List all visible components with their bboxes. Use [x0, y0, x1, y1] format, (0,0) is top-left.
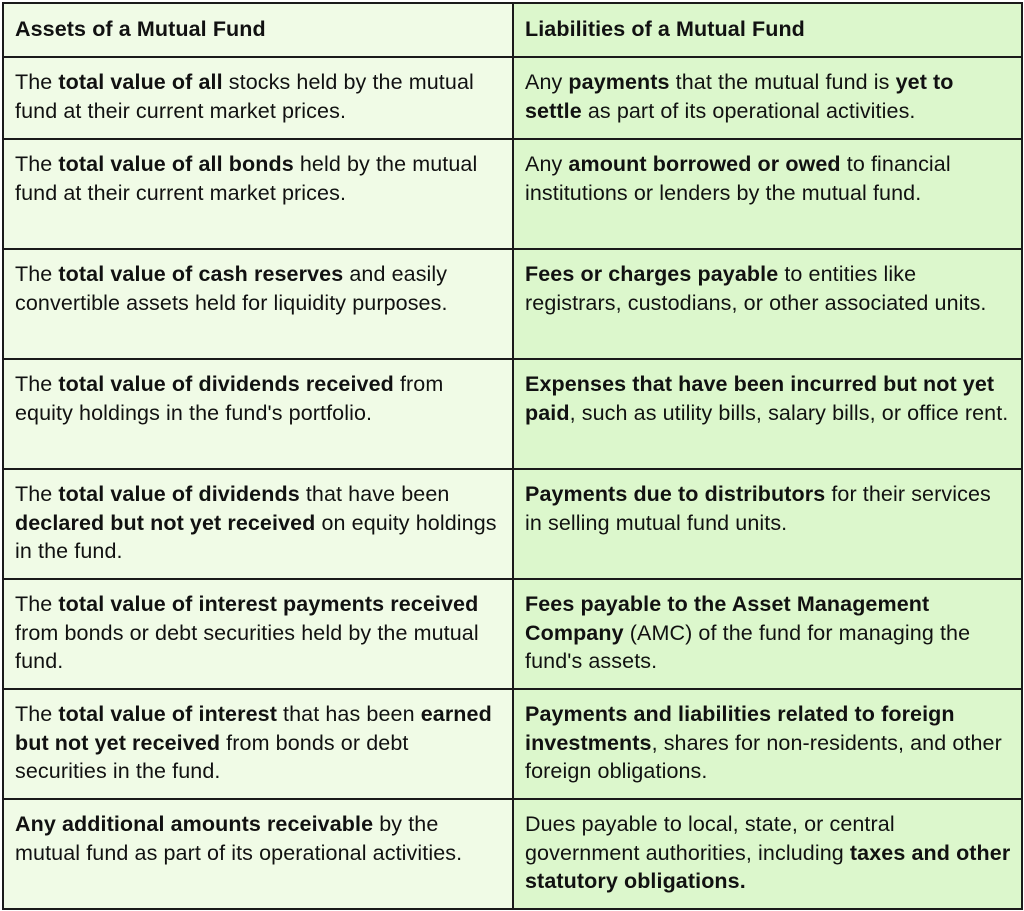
- bold-text: payments: [568, 70, 670, 94]
- cell-text: The: [15, 372, 59, 396]
- cell-text: held by the mutual fund at their current market prices.: [15, 152, 478, 205]
- table-row: [3, 139, 1022, 249]
- cell-text: by the mutual fund as part of its operational activities.: [15, 812, 463, 865]
- table-row: [3, 799, 1022, 909]
- cell-text: on equity holdings in the fund.: [15, 510, 497, 563]
- bold-text: total value of dividends: [58, 482, 300, 506]
- liability-cell: [513, 799, 1022, 909]
- bold-text: total value of interest payments received: [58, 592, 479, 616]
- cell-text: from equity holdings in the fund's portfolio.: [15, 372, 444, 425]
- table-row: [3, 57, 1022, 139]
- bold-text: Fees or charges payable: [525, 262, 779, 286]
- cell-text: to entities like registrars, custodians, or other associated units.: [525, 262, 987, 315]
- bold-text: taxes and other statutory obligations.: [525, 840, 1011, 893]
- cell-text: The: [15, 482, 59, 506]
- liability-cell: [513, 689, 1022, 799]
- asset-cell: [3, 359, 513, 469]
- cell-text: The: [15, 592, 59, 616]
- bold-text: total value of all bonds: [58, 152, 294, 176]
- cell-text: Any: [525, 152, 569, 176]
- liabilities-header: Liabilities of a Mutual Fund: [513, 3, 1022, 57]
- bold-text: yet to settle: [525, 70, 954, 123]
- liability-cell: [513, 579, 1022, 689]
- cell-text: that have been: [299, 482, 450, 506]
- assets-liabilities-table: [2, 2, 1023, 910]
- table-row: [3, 469, 1022, 579]
- bold-text: Expenses that have been incurred but not yet paid: [525, 372, 995, 425]
- bold-text: total value of dividends received: [58, 372, 394, 396]
- asset-cell: [3, 579, 513, 689]
- cell-text: Dues payable to local, state, or central government authorities, including: [525, 812, 895, 865]
- liability-cell: [513, 57, 1022, 139]
- bold-text: declared but not yet received: [15, 510, 316, 535]
- cell-text: The: [15, 702, 59, 726]
- bold-text: total value of interest: [58, 702, 277, 726]
- cell-text: , shares for non-residents, and other foreign obligations.: [525, 730, 1002, 783]
- cell-text: stocks held by the mutual fund at their current market prices.: [15, 70, 474, 123]
- cell-text: that the mutual fund is: [669, 70, 896, 94]
- cell-text: The: [15, 262, 59, 286]
- bold-text: total value of all: [58, 70, 223, 94]
- asset-cell: [3, 469, 513, 579]
- liability-cell: [513, 249, 1022, 359]
- bold-text: earned but not yet received: [15, 702, 492, 755]
- assets-header: Assets of a Mutual Fund: [3, 3, 513, 57]
- liability-cell: [513, 469, 1022, 579]
- cell-text: from bonds or debt securities held by the mutual fund.: [15, 620, 479, 673]
- liability-cell: [513, 139, 1022, 249]
- cell-text: and easily convertible assets held for liquidity purposes.: [15, 262, 448, 315]
- asset-cell: [3, 139, 513, 249]
- cell-text: (AMC) of the fund for managing the fund's assets.: [525, 620, 971, 673]
- bold-text: Payments and liabilities related to foreign investments: [525, 702, 955, 755]
- table-row: [3, 689, 1022, 799]
- cell-text: to financial institutions or lenders by the mutual fund.: [525, 152, 951, 205]
- cell-text: The: [15, 70, 59, 94]
- bold-text: total value of cash reserves: [58, 262, 344, 286]
- asset-cell: [3, 799, 513, 909]
- liability-cell: [513, 359, 1022, 469]
- cell-text: Any: [525, 70, 569, 94]
- asset-cell: [3, 689, 513, 799]
- cell-text: for their services in selling mutual fund units.: [525, 482, 991, 535]
- cell-text: , such as utility bills, salary bills, or office rent.: [569, 400, 1009, 425]
- table-row: [3, 579, 1022, 689]
- cell-text: as part of its operational activities.: [581, 98, 916, 123]
- table-body: [3, 3, 1022, 909]
- table-row: [3, 359, 1022, 469]
- asset-cell: [3, 249, 513, 359]
- cell-text: that has been: [276, 702, 421, 726]
- bold-text: Fees payable to the Asset Management Company: [525, 592, 930, 645]
- bold-text: amount borrowed or owed: [568, 152, 841, 176]
- bold-text: Any additional amounts receivable: [15, 812, 374, 836]
- bold-text: Payments due to distributors: [525, 482, 826, 506]
- header-row: [3, 3, 1022, 57]
- cell-text: from bonds or debt securities in the fund.: [15, 730, 409, 783]
- table-row: [3, 249, 1022, 359]
- asset-cell: [3, 57, 513, 139]
- cell-text: The: [15, 152, 59, 176]
